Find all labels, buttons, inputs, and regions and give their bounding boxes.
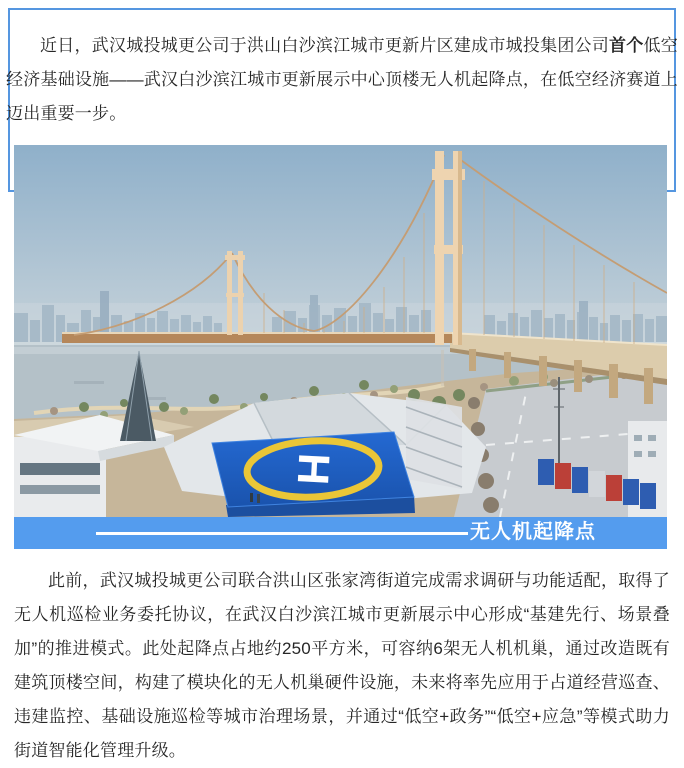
intro-text-prefix: 近日，武汉城投城更公司于洪山白沙滨江城市更新片区建成市城投集团公司 [40, 36, 610, 55]
photo-caption-bar [14, 517, 667, 549]
photo-caption: 无人机起降点 [470, 521, 596, 543]
intro-text-suffix: 低空经济基础设施——武汉白沙滨江城市更新展示中心顶楼无人机起降点，在低空经济赛道上迈出重要一步。 [6, 36, 678, 123]
body-paragraph [14, 564, 670, 768]
helipad [212, 432, 415, 517]
intro-paragraph [6, 29, 678, 131]
body-text: 此前，武汉城投城更公司联合洪山区张家湾街道完成需求调研与功能适配，取得了无人机巡检业务委托协议，在武汉白沙滨江城市更新展示中心形成“基建先行、场景叠加”的推进模式。此处起降点占地约250平方米，可容纳6架无人机机巢，通过改造既有建筑顶楼空间，构建了模块化的无人机巢硬件设施，未来将率先应用于占道经营巡查、违建监控、基础设施巡检等城市治理场景，并通过“低空+政务”“低空+应急”等模式助力街道智能化管理升级。 [14, 571, 670, 760]
helipad-letter: H [287, 451, 339, 487]
intro-text-bold: 首个 [609, 36, 644, 55]
aerial-photo-illustration [14, 145, 667, 517]
caption-rule [96, 532, 468, 535]
article-photo[interactable] [14, 145, 667, 549]
